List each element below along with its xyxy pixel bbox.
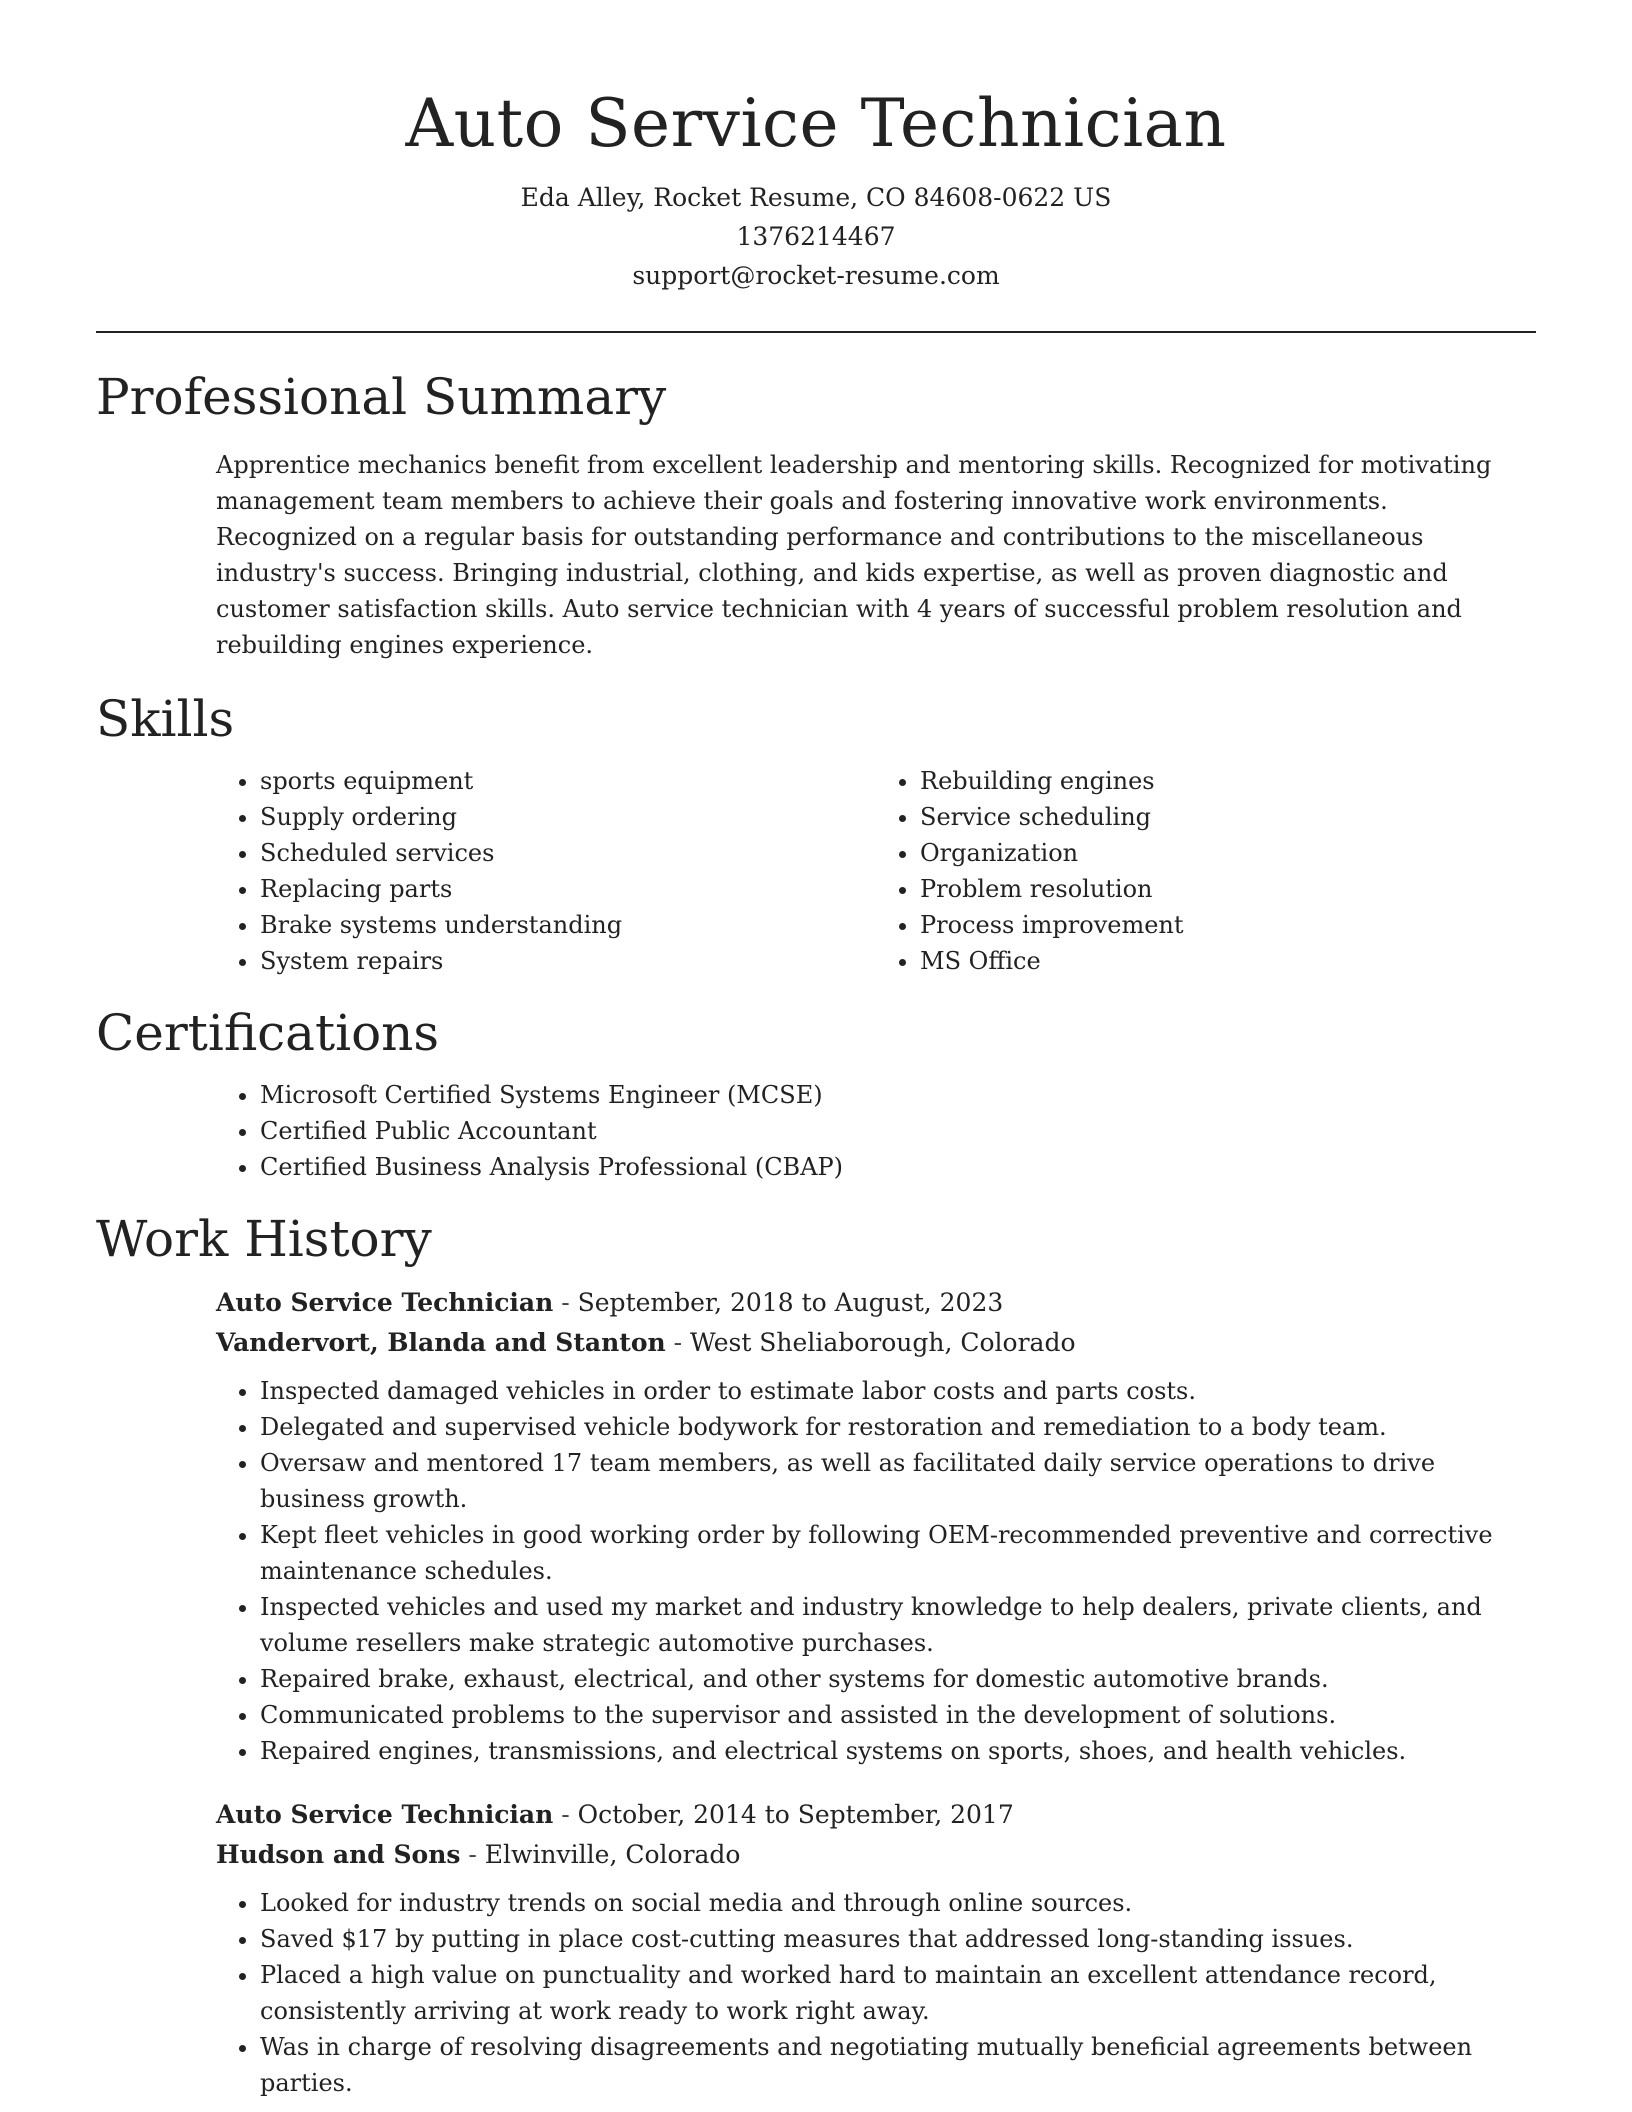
- list-item: • System repairs: [260, 943, 876, 979]
- job-dates: September, 2018 to August, 2023: [577, 1288, 1004, 1317]
- separator: -: [553, 1800, 578, 1829]
- summary-text: Apprentice mechanics benefit from excellent leadership and mentoring skills. Recognized for motivating management team members to achieve their goals and fostering innovative work environments. Recognized on a regular basis for outstanding performance and contributions to the miscellaneous industry's success. Bringing industrial, clothing, and kids expertise, as well as proven diagnostic and customer satisfaction skills. Auto service technician with 4 years of successful problem resolution and rebuilding engines experience.: [216, 451, 1492, 659]
- list-item: • Communicated problems to the supervisor and assisted in the development of solutions.: [260, 1697, 1536, 1733]
- skills-column-right: [876, 763, 1536, 979]
- list-item: • Delegated and supervised vehicle bodywork for restoration and remediation to a body team.: [260, 1409, 1536, 1445]
- list-item: • Certified Business Analysis Professional (CBAP): [260, 1149, 1536, 1185]
- separator: -: [460, 1840, 485, 1869]
- job-bullets: [216, 1885, 1536, 2101]
- job-entry: [216, 1795, 1536, 2101]
- list-item: • Repaired engines, transmissions, and electrical systems on sports, shoes, and health vehicles.: [260, 1733, 1536, 1769]
- list-item: • Supply ordering: [260, 799, 876, 835]
- work-history-heading: Work History: [96, 1210, 432, 1268]
- job-location: West Sheliaborough, Colorado: [690, 1328, 1076, 1357]
- list-item: • Inspected vehicles and used my market and industry knowledge to help dealers, private clients, and volume resellers make strategic automotive purchases.: [260, 1589, 1536, 1661]
- list-item: • Organization: [920, 835, 1536, 871]
- page-title: Auto Service Technician: [405, 85, 1227, 162]
- contact-info: [96, 178, 1536, 295]
- list-item: • sports equipment: [260, 763, 876, 799]
- job-title-line: [216, 1283, 1536, 1323]
- list-item: • Service scheduling: [920, 799, 1536, 835]
- certifications-list: [216, 1077, 1536, 1185]
- list-item: • Rebuilding engines: [920, 763, 1536, 799]
- list-item: • Saved $17 by putting in place cost-cutting measures that addressed long-standing issues.: [260, 1921, 1536, 1957]
- list-item: • Kept fleet vehicles in good working order by following OEM-recommended preventive and corrective maintenance schedules.: [260, 1517, 1536, 1589]
- address-text: Eda Alley, Rocket Resume, CO 84608-0622 US: [520, 183, 1112, 212]
- job-role: Auto Service Technician: [216, 1288, 554, 1317]
- job-company: Vandervort, Blanda and Stanton: [216, 1328, 666, 1357]
- job-title-line: [216, 1795, 1536, 1835]
- summary-heading: Professional Summary: [96, 368, 667, 426]
- list-item: • Microsoft Certified Systems Engineer (MCSE): [260, 1077, 1536, 1113]
- skills-list: [216, 763, 1536, 979]
- job-bullets: [216, 1373, 1536, 1769]
- list-item: • Problem resolution: [920, 871, 1536, 907]
- list-item: • Brake systems understanding: [260, 907, 876, 943]
- list-item: • MS Office: [920, 943, 1536, 979]
- list-item: • Scheduled services: [260, 835, 876, 871]
- job-company-line: [216, 1835, 1536, 1875]
- separator: -: [553, 1288, 578, 1317]
- list-item: • Process improvement: [920, 907, 1536, 943]
- phone-text: 1376214467: [736, 222, 896, 251]
- skills-heading: Skills: [96, 690, 235, 748]
- job-location: Elwinville, Colorado: [484, 1840, 741, 1869]
- header-divider: [96, 331, 1536, 333]
- list-item: • Repaired brake, exhaust, electrical, and other systems for domestic automotive brands.: [260, 1661, 1536, 1697]
- job-company-line: [216, 1323, 1536, 1363]
- email-text: support@rocket-resume.com: [632, 261, 1000, 290]
- list-item: • Oversaw and mentored 17 team members, as well as facilitated daily service operations to drive business growth.: [260, 1445, 1536, 1517]
- job-dates: October, 2014 to September, 2017: [577, 1800, 1014, 1829]
- resume-header: [96, 0, 1536, 295]
- certifications-bullets: [216, 1077, 1536, 1185]
- list-item: • Looked for industry trends on social media and through online sources.: [260, 1885, 1536, 1921]
- job-entry: [216, 1283, 1536, 1769]
- job-role: Auto Service Technician: [216, 1800, 554, 1829]
- list-item: • Certified Public Accountant: [260, 1113, 1536, 1149]
- list-item: • Inspected damaged vehicles in order to estimate labor costs and parts costs.: [260, 1373, 1536, 1409]
- list-item: • Was in charge of resolving disagreements and negotiating mutually beneficial agreements between parties.: [260, 2029, 1536, 2101]
- list-item: • Placed a high value on punctuality and worked hard to maintain an excellent attendance record, consistently arriving at work ready to work right away.: [260, 1957, 1536, 2029]
- job-company: Hudson and Sons: [216, 1840, 461, 1869]
- separator: -: [665, 1328, 691, 1357]
- list-item: • Replacing parts: [260, 871, 876, 907]
- certifications-heading: Certifications: [96, 1004, 440, 1062]
- skills-column-left: [216, 763, 876, 979]
